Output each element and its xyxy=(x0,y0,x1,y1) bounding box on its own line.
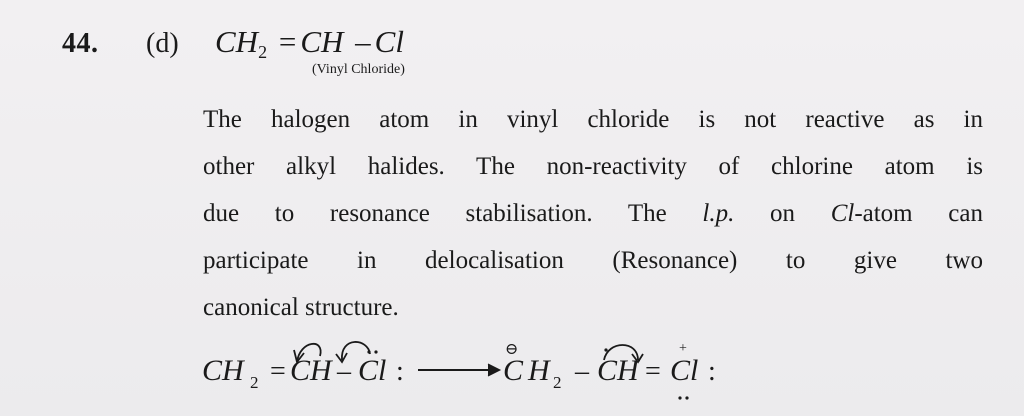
formula-caption: (Vinyl Chloride) xyxy=(312,62,405,77)
left-cl-text: Cl xyxy=(358,354,387,387)
left-cl-lone-pair-dot-2 xyxy=(374,350,377,353)
answer-option: (d) xyxy=(146,28,179,59)
resonance-scheme xyxy=(200,330,800,410)
formula-sub-2: 2 xyxy=(258,42,268,62)
paragraph-line-3-a: due to resonance stabilisation. The xyxy=(203,200,703,227)
cl-term: Cl xyxy=(830,200,855,227)
negative-charge-symbol: ⊖ xyxy=(505,341,519,358)
formula-cl: Cl xyxy=(374,24,404,59)
paragraph-line-5: canonical structure. xyxy=(203,294,399,321)
paragraph-line-4: participate in delocalisation (Resonance) to give two xyxy=(203,247,983,274)
question-number: 44. xyxy=(62,28,99,59)
right-single-bond: – xyxy=(575,356,589,387)
right-h-text: H xyxy=(528,354,550,387)
right-ch-text: CH xyxy=(597,354,639,387)
paragraph-line-3-e: -atom can xyxy=(854,200,983,227)
right-double-bond: = xyxy=(645,356,661,387)
paragraph-line-3-c: on xyxy=(734,200,831,227)
left-cl-colon: : xyxy=(396,356,404,387)
left-ch2-sub: 2 xyxy=(250,373,259,392)
left-ch-text: CH xyxy=(290,354,332,387)
paragraph-line-3 xyxy=(203,190,983,237)
resonance-diagram xyxy=(200,330,800,410)
formula-single-bond: – xyxy=(355,24,371,59)
left-double-bond: = xyxy=(270,356,286,387)
positive-charge-symbol: + xyxy=(679,341,687,356)
formula-ch: CH xyxy=(300,24,344,59)
right-c-text: C xyxy=(503,354,524,387)
reaction-arrow-head xyxy=(488,364,500,376)
lone-pair-term: l.p. xyxy=(702,200,735,227)
right-cl-text: Cl xyxy=(670,354,699,387)
formula-ch2: CH xyxy=(215,24,259,59)
left-single-bond: – xyxy=(337,356,351,387)
right-cl-lone-pair-dot-1 xyxy=(678,396,681,399)
right-cl-colon: : xyxy=(708,356,716,387)
right-ch-dot xyxy=(604,348,607,351)
paragraph-line-1: The halogen atom in vinyl chloride is not reactive as in xyxy=(203,106,983,133)
left-ch2-text: CH xyxy=(202,354,244,387)
right-cl-lone-pair-dot-2 xyxy=(685,396,688,399)
vinyl-chloride-formula xyxy=(215,24,404,63)
formula-double-bond: = xyxy=(278,24,297,59)
right-h2-sub: 2 xyxy=(553,373,562,392)
explanation-paragraph xyxy=(203,96,983,331)
paragraph-line-2: other alkyl halides. The non-reactivity of chlorine atom is xyxy=(203,153,983,180)
